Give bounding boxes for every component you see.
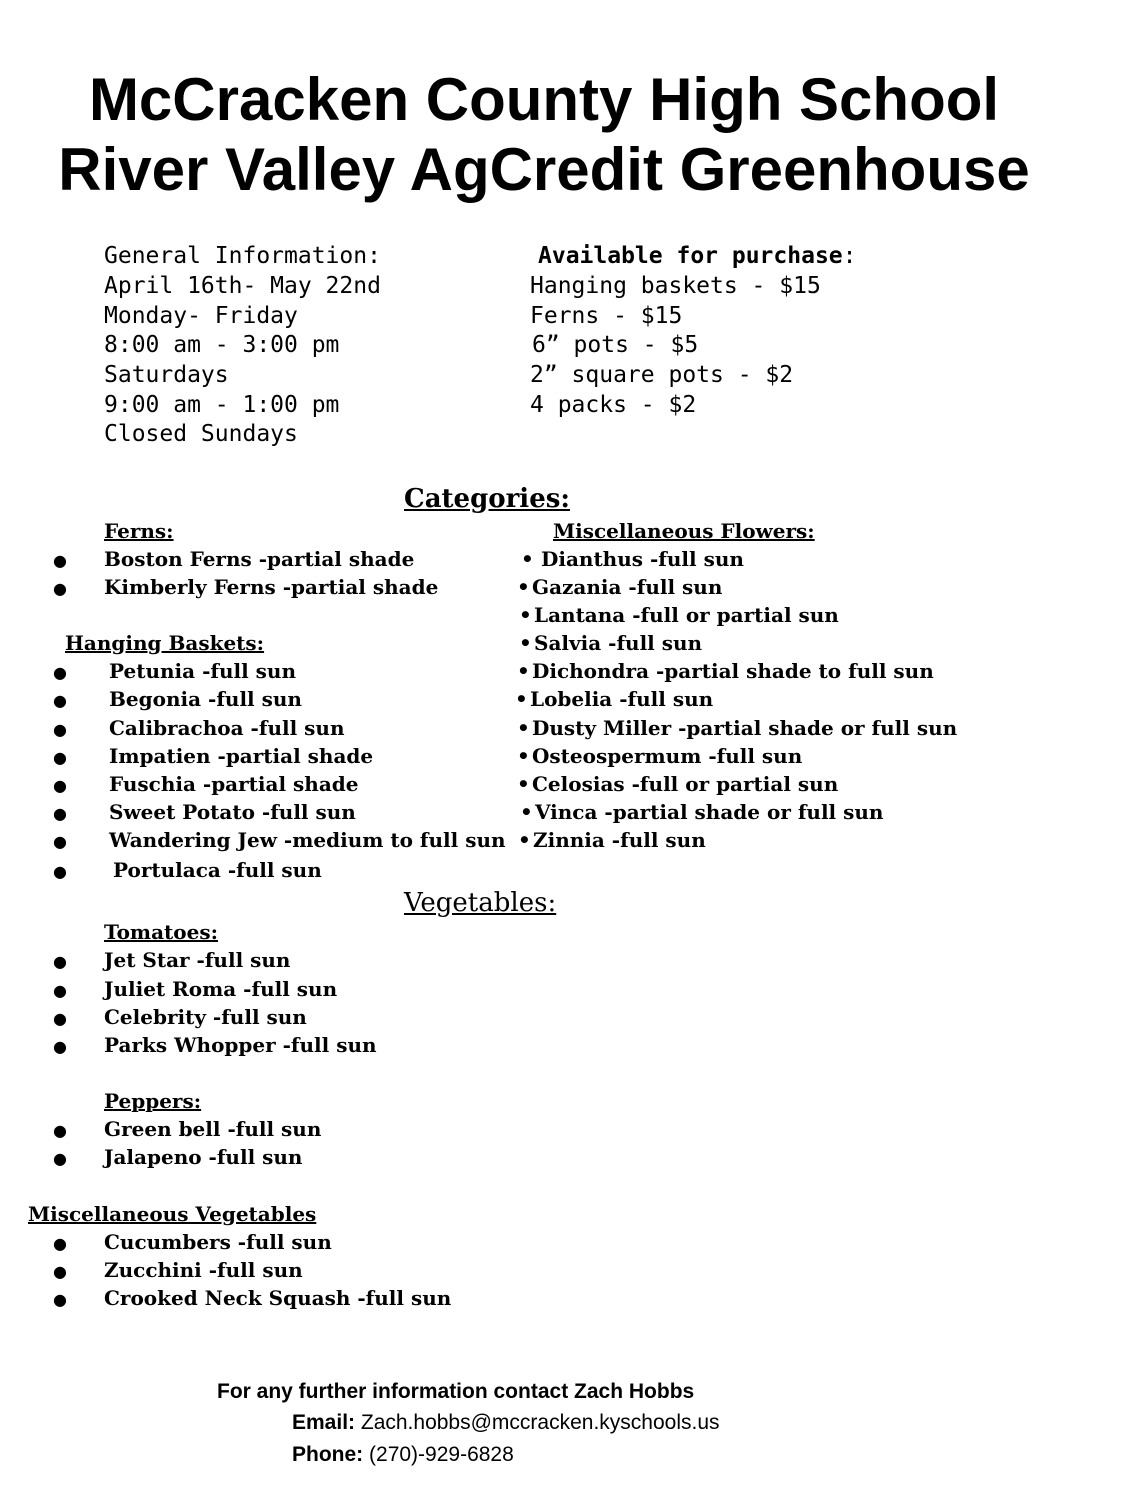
misc-vegetable-item: Zucchini -full sun xyxy=(104,1258,303,1282)
general-info-line: 9:00 am - 1:00 pm xyxy=(104,392,340,418)
bullet: • xyxy=(520,800,533,824)
misc-flower-item: Dichondra -partial shade to full sun xyxy=(532,659,934,683)
general-info-line: Saturdays xyxy=(104,362,229,388)
bullet: • xyxy=(517,716,530,740)
bullet: ● xyxy=(53,832,67,851)
email-line xyxy=(292,1412,720,1433)
bullet: ● xyxy=(53,1121,67,1140)
title-line-2: River Valley AgCredit Greenhouse xyxy=(58,136,1030,203)
general-info-line: Monday- Friday xyxy=(104,303,298,329)
tomato-item: Juliet Roma -full sun xyxy=(104,977,338,1001)
general-info-line: Closed Sundays xyxy=(104,421,298,447)
bullet: ● xyxy=(53,691,67,710)
bullet: • xyxy=(521,547,534,571)
hanging-basket-item: Impatien -partial shade xyxy=(109,744,374,768)
bullet: ● xyxy=(53,1149,67,1168)
pepper-item: Jalapeno -full sun xyxy=(104,1145,303,1169)
bullet: ● xyxy=(53,551,67,570)
tomato-item: Celebrity -full sun xyxy=(104,1005,307,1029)
bullet: ● xyxy=(53,663,67,682)
purchase-item: Hanging baskets - $15 xyxy=(530,273,821,299)
bullet: ● xyxy=(53,1234,67,1253)
hanging-basket-item: Wandering Jew -medium to full sun xyxy=(109,828,506,852)
misc-flower-item: Gazania -full sun xyxy=(532,575,723,599)
misc-flower-item: Lantana -full or partial sun xyxy=(534,603,839,627)
bullet: ● xyxy=(53,1009,67,1028)
bullet: • xyxy=(518,828,531,852)
contact-line: For any further information contact Zach Hobbs xyxy=(217,1380,695,1403)
misc-flower-item: Dusty Miller -partial shade or full sun xyxy=(532,716,958,740)
misc-vegetables-heading: Miscellaneous Vegetables xyxy=(28,1202,317,1226)
email-address[interactable]: Zach.hobbs@mccracken.kyschools.us xyxy=(360,1411,720,1434)
bullet: ● xyxy=(53,579,67,598)
misc-flower-item: Lobelia -full sun xyxy=(530,687,714,711)
bullet: ● xyxy=(53,981,67,1000)
hanging-basket-item: Begonia -full sun xyxy=(109,687,302,711)
bullet: • xyxy=(519,603,532,627)
bullet: ● xyxy=(53,748,67,767)
bullet: • xyxy=(517,659,530,683)
misc-flower-item: Dianthus -full sun xyxy=(541,547,744,571)
tomato-item: Parks Whopper -full sun xyxy=(104,1033,377,1057)
hanging-baskets-heading: Hanging Baskets: xyxy=(65,631,265,655)
phone-line xyxy=(292,1444,514,1465)
bullet: • xyxy=(517,744,530,768)
phone-number[interactable]: (270)-929-6828 xyxy=(369,1443,514,1466)
bullet: ● xyxy=(53,1037,67,1056)
misc-flower-item: Osteospermum -full sun xyxy=(532,744,803,768)
pepper-item: Green bell -full sun xyxy=(104,1117,322,1141)
bullet: ● xyxy=(53,1290,67,1309)
bullet: • xyxy=(515,687,528,711)
bullet: ● xyxy=(53,804,67,823)
tomato-item: Jet Star -full sun xyxy=(104,948,291,972)
purchase-item: 2” square pots - $2 xyxy=(530,362,794,388)
ferns-heading: Ferns: xyxy=(104,519,174,543)
misc-vegetable-item: Crooked Neck Squash -full sun xyxy=(104,1286,452,1310)
misc-vegetable-item: Cucumbers -full sun xyxy=(104,1230,332,1254)
misc-flower-item: Celosias -full or partial sun xyxy=(532,772,839,796)
categories-heading: Categories: xyxy=(404,484,570,514)
hanging-basket-item: Fuschia -partial shade xyxy=(109,772,359,796)
bullet: ● xyxy=(53,720,67,739)
hanging-basket-item: Portulaca -full sun xyxy=(113,858,322,882)
tomatoes-heading: Tomatoes: xyxy=(104,920,218,944)
misc-flower-item: Salvia -full sun xyxy=(534,631,703,655)
hanging-basket-item: Petunia -full sun xyxy=(109,659,297,683)
bullet: ● xyxy=(53,776,67,795)
bullet: ● xyxy=(53,1262,67,1281)
fern-item: Kimberly Ferns -partial shade xyxy=(104,575,439,599)
hanging-basket-item: Sweet Potato -full sun xyxy=(109,800,356,824)
phone-label: Phone: xyxy=(292,1443,364,1466)
title-line-1: McCracken County High School xyxy=(88,66,1000,133)
purchase-item: 4 packs - $2 xyxy=(530,392,697,418)
general-info-line: 8:00 am - 3:00 pm xyxy=(104,332,340,358)
email-label: Email: xyxy=(292,1411,356,1434)
general-info-line: April 16th- May 22nd xyxy=(104,273,381,299)
fern-item: Boston Ferns -partial shade xyxy=(104,547,415,571)
hanging-basket-item: Calibrachoa -full sun xyxy=(109,716,345,740)
peppers-heading: Peppers: xyxy=(104,1089,202,1113)
purchase-heading: Available for purchase: xyxy=(538,243,857,269)
vegetables-heading: Vegetables: xyxy=(404,888,557,918)
bullet: ● xyxy=(53,862,67,881)
misc-flowers-heading: Miscellaneous Flowers: xyxy=(553,519,815,543)
bullet: • xyxy=(519,631,532,655)
bullet: • xyxy=(517,772,530,796)
bullet: • xyxy=(517,575,530,599)
misc-flower-item: Zinnia -full sun xyxy=(533,828,706,852)
purchase-item: Ferns - $15 xyxy=(530,303,683,329)
purchase-item: 6” pots - $5 xyxy=(532,332,699,358)
misc-flower-item: Vinca -partial shade or full sun xyxy=(535,800,884,824)
bullet: ● xyxy=(53,952,67,971)
general-info-heading: General Information: xyxy=(104,243,381,269)
